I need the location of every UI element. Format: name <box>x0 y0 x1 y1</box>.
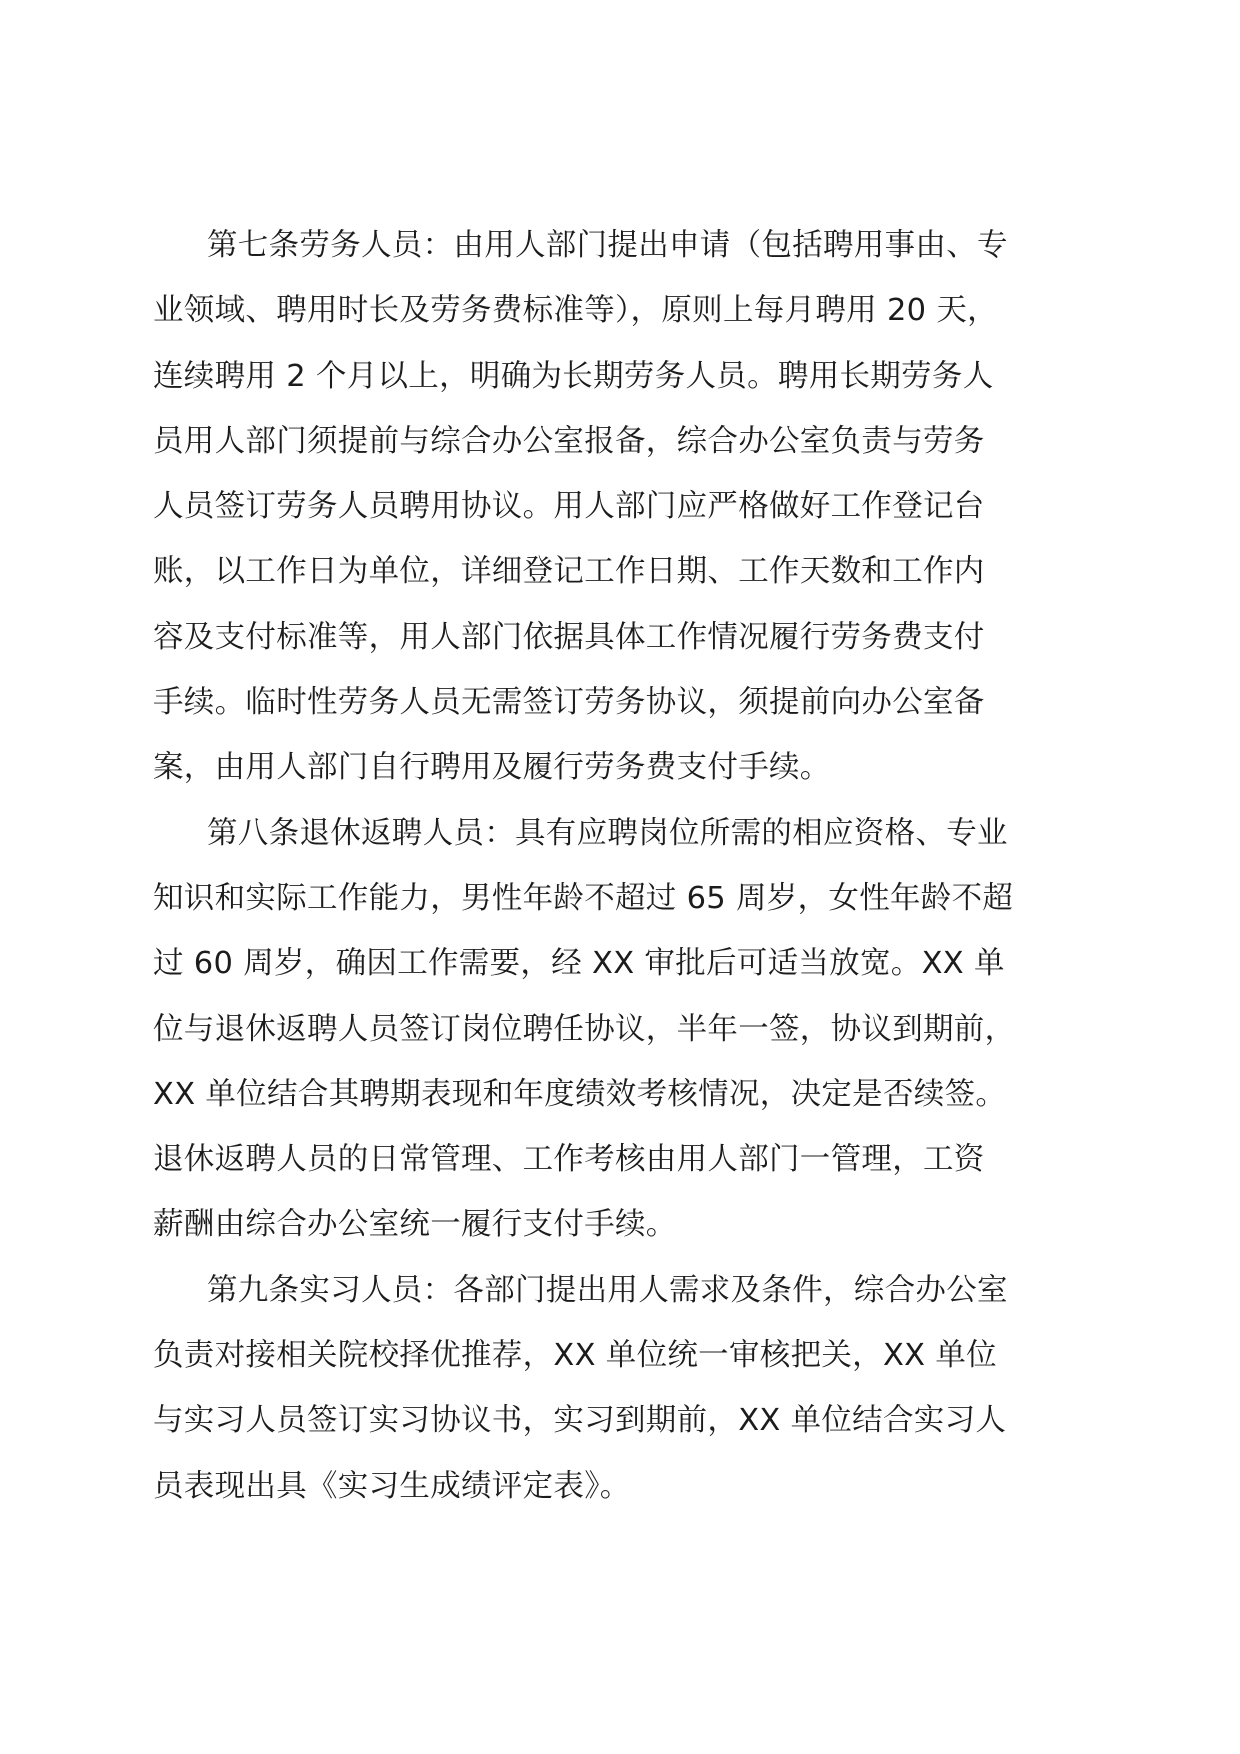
paragraph-line: 连续聘用 2 个月以上，明确为长期劳务人员。聘用长期劳务人 <box>153 358 994 394</box>
paragraph-line: 第八条退休返聘人员：具有应聘岗位所需的相应资格、专业 <box>207 815 1008 851</box>
paragraph-line: 第七条劳务人员：由用人部门提出申请（包括聘用事由、专 <box>207 228 1008 263</box>
paragraph-line: 薪酬由综合办公室统一履行支付手续。 <box>153 1207 677 1243</box>
paragraph-line: 员用人部门须提前与综合办公室报备，综合办公室负责与劳务 <box>153 423 985 459</box>
paragraph-line: 位与退休返聘人员签订岗位聘任协议，半年一签，协议到期前， <box>153 1011 1016 1047</box>
paragraph-line: 员表现出具《实习生成绩评定表》。 <box>153 1468 631 1504</box>
paragraph-line: 人员签订劳务人员聘用协议。用人部门应严格做好工作登记台 <box>153 489 985 525</box>
paragraph-line: 与实习人员签订实习协议书，实习到期前，XX 单位结合实习人 <box>153 1403 1007 1439</box>
paragraph-line: 负责对接相关院校择优推荐，XX 单位统一审核把关，XX 单位 <box>153 1338 997 1374</box>
paragraph-line: 退休返聘人员的日常管理、工作考核由用人部门一管理，工资 <box>153 1142 985 1178</box>
paragraph-article-9 <box>153 1258 1084 1519</box>
paragraph-article-8 <box>153 801 1084 1258</box>
paragraph-line: 第九条实习人员：各部门提出用人需求及条件，综合办公室 <box>207 1272 1008 1308</box>
paragraph-line: 账，以工作日为单位，详细登记工作日期、工作天数和工作内 <box>153 554 985 590</box>
paragraph-line: 知识和实际工作能力，男性年龄不超过 65 周岁，女性年龄不超 <box>153 880 1014 916</box>
paragraph-line: 容及支付标准等，用人部门依据具体工作情况履行劳务费支付 <box>153 619 985 655</box>
paragraph-line: 案，由用人部门自行聘用及履行劳务费支付手续。 <box>153 750 831 786</box>
paragraph-line: 业领域、聘用时长及劳务费标准等），原则上每月聘用 20 天， <box>153 293 998 329</box>
paragraph-line: 手续。临时性劳务人员无需签订劳务协议，须提前向办公室备 <box>153 685 985 721</box>
paragraph-article-7 <box>153 213 1084 801</box>
paragraph-line: 过 60 周岁，确因工作需要，经 XX 审批后可适当放宽。XX 单 <box>153 946 1005 982</box>
paragraph-line: XX 单位结合其聘期表现和年度绩效考核情况，决定是否续签。 <box>153 1076 1007 1112</box>
document-body <box>153 213 1084 1519</box>
